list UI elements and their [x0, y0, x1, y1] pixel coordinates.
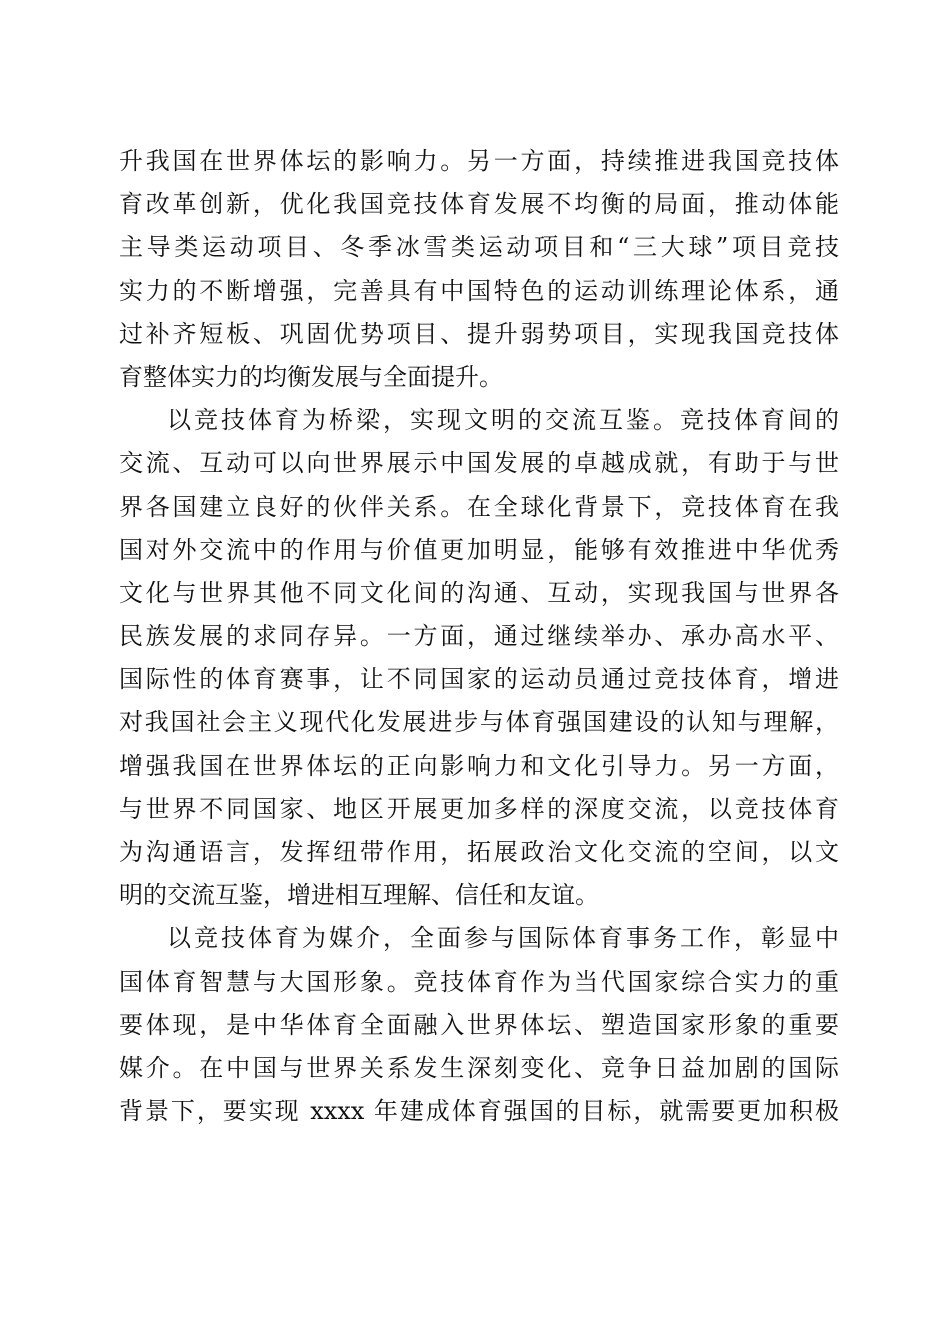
paragraph-2-line-1: 以竞技体育为桥梁，实现文明的交流互鉴。竞技体育间的	[167, 406, 839, 435]
paragraph-1-line-6: 育整体实力的均衡发展与全面提升。	[119, 362, 503, 391]
paragraph-3-line-3: 要体现，是中华体育全面融入世界体坛、塑造国家形象的重要	[119, 1010, 839, 1039]
paragraph-1-line-5: 过补齐短板、巩固优势项目、提升弱势项目，实现我国竞技体	[119, 319, 839, 348]
paragraph-3-line-5: 背景下，要实现 xxxx 年建成体育强国的目标，就需要更加积极	[119, 1097, 839, 1126]
paragraph-1-line-3: 主导类运动项目、冬季冰雪类运动项目和“三大球”项目竞技	[119, 233, 839, 262]
paragraph-1-line-2: 育改革创新，优化我国竞技体育发展不均衡的局面，推动体能	[119, 190, 839, 219]
paragraph-2-line-5: 文化与世界其他不同文化间的沟通、互动，实现我国与世界各	[119, 578, 839, 607]
paragraph-2-line-3: 界各国建立良好的伙伴关系。在全球化背景下，竞技体育在我	[119, 492, 839, 521]
paragraph-2-line-10: 与世界不同国家、地区开展更加多样的深度交流，以竞技体育	[119, 794, 839, 823]
paragraph-2-line-4: 国对外交流中的作用与价值更加明显，能够有效推进中华优秀	[119, 535, 839, 564]
document-body	[119, 140, 839, 1133]
paragraph-3-line-4: 媒介。在中国与世界关系发生深刻变化、竞争日益加剧的国际	[119, 1053, 839, 1082]
paragraph-2-line-2: 交流、互动可以向世界展示中国发展的卓越成就，有助于与世	[119, 449, 839, 478]
paragraph-3-line-1: 以竞技体育为媒介，全面参与国际体育事务工作，彰显中	[167, 924, 839, 953]
paragraph-2-line-6: 民族发展的求同存异。一方面，通过继续举办、承办高水平、	[119, 622, 839, 651]
paragraph-3-line-2: 国体育智慧与大国形象。竞技体育作为当代国家综合实力的重	[119, 967, 839, 996]
paragraph-2-line-8: 对我国社会主义现代化发展进步与体育强国建设的认知与理解，	[119, 708, 839, 737]
paragraph-2-line-12: 明的交流互鉴，增进相互理解、信任和友谊。	[119, 881, 599, 910]
paragraph-2-line-9: 增强我国在世界体坛的正向影响力和文化引导力。另一方面，	[119, 751, 839, 780]
paragraph-1-line-4: 实力的不断增强，完善具有中国特色的运动训练理论体系，通	[119, 276, 839, 305]
paragraph-2-line-11: 为沟通语言，发挥纽带作用，拓展政治文化交流的空间，以文	[119, 838, 839, 866]
paragraph-1-line-1: 升我国在世界体坛的影响力。另一方面，持续推进我国竞技体	[119, 147, 839, 175]
paragraph-2-line-7: 国际性的体育赛事，让不同国家的运动员通过竞技体育，增进	[119, 665, 839, 694]
